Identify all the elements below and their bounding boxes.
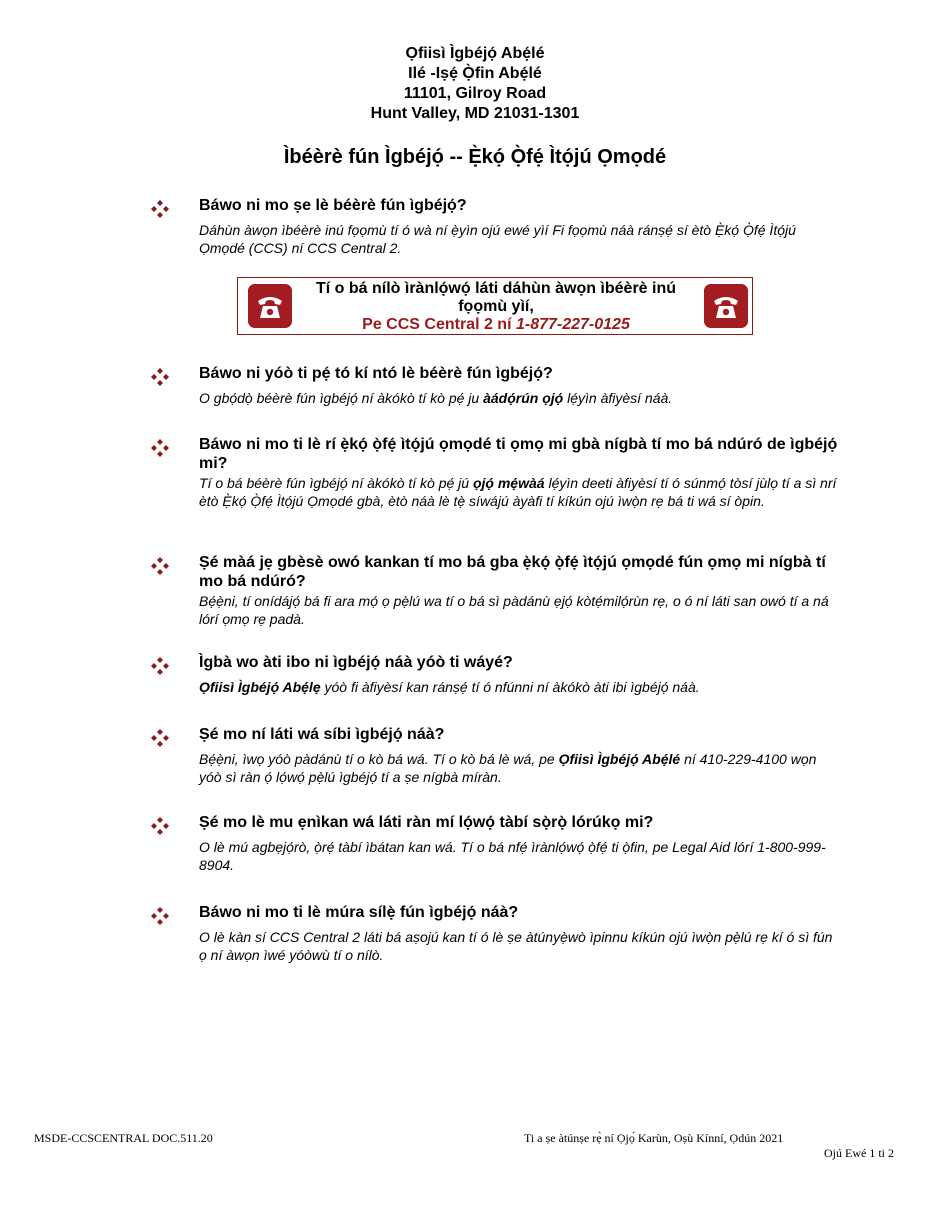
office-city: Hunt Valley, MD 21031-1301 — [370, 105, 580, 122]
four-diamond-bullet-icon — [149, 727, 171, 749]
four-diamond-bullet-icon — [149, 366, 171, 388]
revision-date: Ti a ṣe àtúnṣe rẹ̀ ní Ọjọ́ Karùn, Oṣù Kínní, Ọdún 2021 — [524, 1131, 784, 1145]
answer-text: lẹ́yìn deeti àfiyèsí tí ó súnmọ́ tòsí jùlọ tí a sì nrí ètò Ẹ̀kọ́ Ọ̀fẹ́ Ìtọ́jú Ọmọdé gbà, ètò náà lè tẹ̀ síwájú àyàfi tí kíkún ojú ìwọ̀n rẹ bá ti wá sí òpin. — [199, 475, 837, 509]
office-street: 11101, Gilroy Road — [403, 85, 547, 102]
faq-question: Báwo ni mo ti lè múra sílẹ̀ fún ìgbéjọ́ náà? — [199, 904, 519, 921]
telephone-icon — [704, 284, 748, 328]
answer-emphasis: ọjọ́ mẹ́wàá — [472, 475, 545, 491]
office-name: Ọfiisì Ìgbéjọ́ Abẹ́lé — [405, 45, 545, 62]
help-callout-box — [237, 277, 753, 335]
answer-emphasis: Ọfiisì Ìgbéjọ́ Abẹ́lẹ — [199, 679, 321, 695]
faq-item — [199, 196, 839, 257]
faq-item — [199, 725, 839, 786]
faq-question: Báwo ni yóò ti pẹ́ tó kí ntó lè béèrè fún ìgbéjọ́? — [199, 365, 553, 382]
office-address-header — [0, 44, 950, 124]
answer-emphasis: àádọ́rún ọjọ́ — [483, 390, 564, 406]
telephone-icon — [248, 284, 292, 328]
faq-answer — [199, 474, 839, 510]
document-id: MSDE-CCSCENTRAL DOC.511.20 — [34, 1131, 213, 1145]
faq-question: Ṣé màá jẹ gbèsè owó kankan tí mo bá gba ẹ̀kọ́ ọ̀fẹ́ ìtọ́jú ọmọdé fún ọmọ mi nígbà tí mo bá ndúró? — [199, 554, 826, 590]
faq-answer — [199, 389, 839, 407]
faq-question: Báwo ni mo ti lè rí ẹ̀kọ́ ọ̀fẹ́ ìtọ́jú ọmọdé ti ọmọ mi gbà nígbà tí mo bá ndúró de ìgbéjọ́ mi? — [199, 436, 838, 472]
answer-text: O gbọ́dọ̀ béèrè fún ìgbéjọ́ ní àkókò tí kò pẹ́ ju — [199, 390, 484, 406]
faq-question: Báwo ni mo ṣe lè béèrè fún ìgbéjọ́? — [199, 197, 467, 214]
callout-phone-prefix: Pe CCS Central 2 ní — [362, 316, 516, 333]
answer-emphasis: Ọfiisì Ìgbéjọ́ Abẹ́lé — [558, 751, 681, 767]
callout-phone-number[interactable]: 1-877-227-0125 — [515, 316, 630, 333]
faq-answer: O lè mú agbẹjọ́rò, ọ̀rẹ́ tàbí ìbátan kan wá. Tí o bá nfẹ́ ìrànlọ́wọ́ ọ̀fẹ́ ti ọ̀fin, pe Legal Aid lórí 1-800-999-8904. — [199, 839, 826, 873]
answer-text: Bẹ́ẹ̀ni, ìwọ yóò pàdánù tí o kò bá wá. Tí o kò bá lè wá, pe — [199, 751, 559, 767]
faq-answer — [199, 750, 839, 786]
page-title: Ìbéèrè fún Ìgbéjọ́ -- Ẹ̀kọ́ Ọ̀fẹ́ Ìtọ́jú Ọmọdé — [283, 146, 667, 168]
answer-text: ní 410-229-4100 wọn yóò sì ràn ọ́ lọ́wọ́ pẹ̀lú ìgbéjọ́ tí a ṣe nígbà míràn. — [199, 751, 817, 785]
faq-answer: Dáhùn àwọn ìbéèrè inú fọọmù tí ó wà ní ẹ̀yìn ojú ewé yìí Fi fọọmù náà ránṣẹ́ sí ètò Ẹ̀kọ́ Ọ̀fẹ́ Ìtọ́jú Ọmọdé (CCS) ní CCS Central 2. — [199, 222, 796, 256]
callout-text — [294, 280, 698, 334]
faq-item — [199, 653, 839, 696]
four-diamond-bullet-icon — [149, 655, 171, 677]
office-department: Ilé -Iṣẹ́ Ọ̀fin Abẹ́lé — [408, 65, 542, 82]
faq-answer: O lè kàn sí CCS Central 2 láti bá aṣojú kan tí ó lè ṣe àtúnyẹ̀wò ìpinnu kíkún ojú ìwọ̀n pẹ̀lú rẹ kí ó sì fún ọ ní àwọn ìwé yóòwù tí o nílò. — [199, 929, 833, 963]
faq-item — [199, 903, 839, 964]
faq-question: Ṣé mo ní láti wá síbi ìgbéjọ́ náà? — [199, 726, 445, 743]
faq-question: Ṣé mo lè mu ẹnìkan wá láti ràn mí lọ́wọ́ tàbí sọ̀rọ̀ lórúkọ mi? — [199, 814, 654, 831]
callout-line: Tí o bá nílò ìrànlọ́wọ́ láti dáhùn àwọn ìbéèrè inú fọọmù yìí, — [315, 280, 677, 315]
answer-text: yóò fi àfiyèsí kan ránṣẹ́ tí ó nfúnni ní àkókò àti ibi ìgbéjọ́ náà. — [320, 679, 700, 695]
callout-phone-line — [294, 316, 698, 334]
faq-item — [199, 364, 839, 407]
faq-item — [199, 813, 839, 874]
faq-item — [199, 553, 839, 628]
four-diamond-bullet-icon — [149, 905, 171, 927]
faq-answer — [199, 678, 839, 696]
four-diamond-bullet-icon — [149, 198, 171, 220]
faq-answer: Bẹ́ẹ̀ni, tí onídájọ́ bá fi ara mọ́ ọ pẹ̀lú wa tí o bá sì pàdánù ẹjọ́ kòtẹ́milọ́rùn rẹ, o ó ní láti san owó tí a ná lórí ọmọ rẹ padà. — [199, 593, 829, 627]
four-diamond-bullet-icon — [149, 815, 171, 837]
answer-text: lẹ́yìn àfiyèsí náà. — [563, 390, 673, 406]
four-diamond-bullet-icon — [149, 555, 171, 577]
faq-question: Ìgbà wo àti ibo ni ìgbéjọ́ náà yóò ti wáyé? — [199, 654, 513, 671]
answer-text: Tí o bá béèrè fún ìgbéjọ́ ní àkókò tí kò pẹ́ jú — [199, 475, 473, 491]
faq-item — [199, 435, 839, 510]
page-number: Ojú Ewé 1 ti 2 — [824, 1146, 894, 1160]
four-diamond-bullet-icon — [149, 437, 171, 459]
